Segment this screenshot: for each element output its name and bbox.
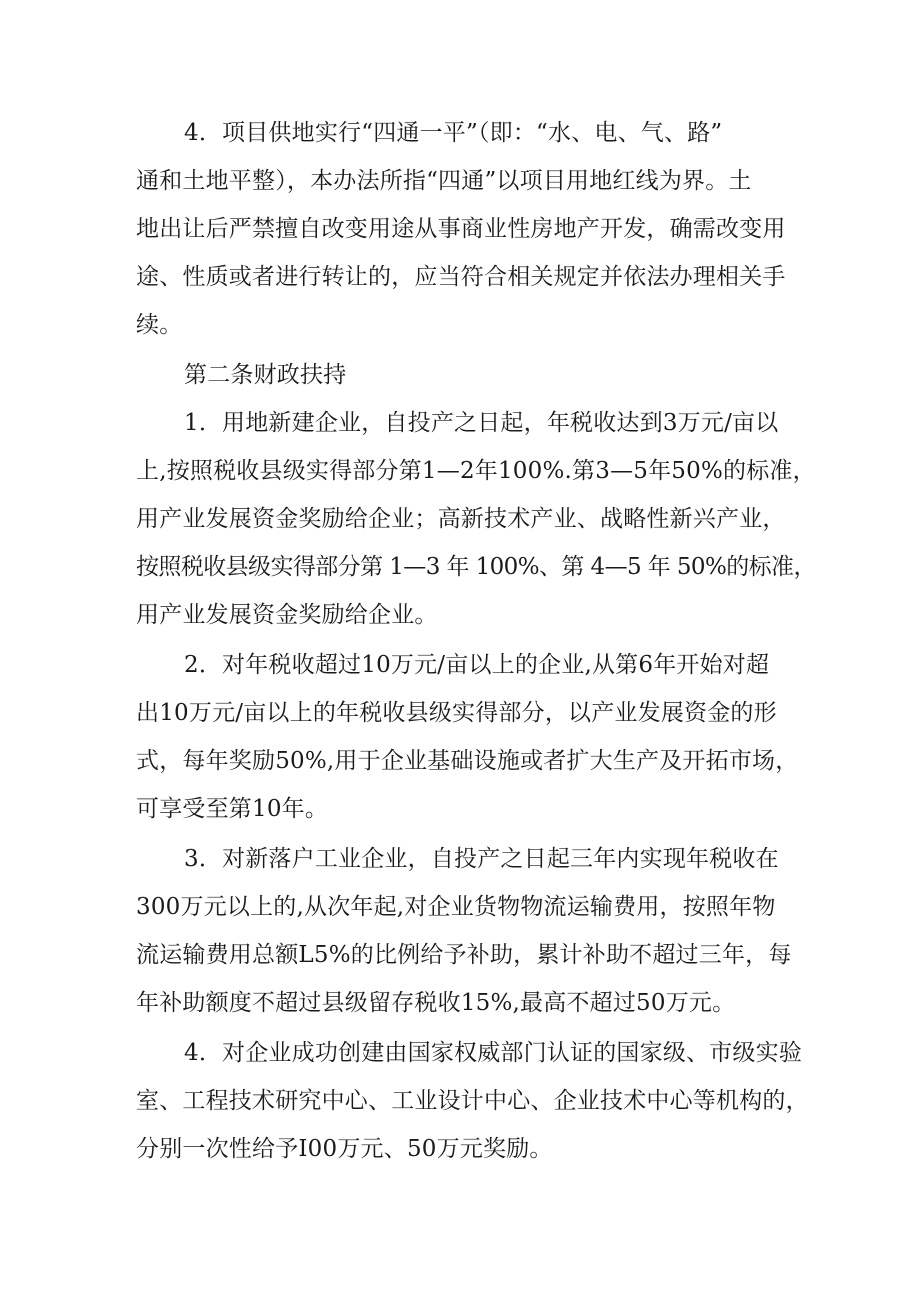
text-line: 式，每年奖励50%,用于企业基础设施或者扩大生产及开拓市场， (136, 748, 799, 774)
text-line: 年补助额度不超过县级留存税收15%,最高不超过50万元。 (136, 990, 736, 1016)
text-line: 按照税收县级实得部分第 1—3 年 100%、第 4—5 年 50%的标准， (136, 554, 816, 580)
section-heading: 第二条财政扶持 (184, 362, 347, 388)
text-line: 续。 (136, 312, 183, 338)
text-line: 上,按照税收县级实得部分第1—2年100%.第3—5年50%的标准， (136, 458, 816, 484)
text-line: 流运输费用总额L5%的比例给予补助，累计补助不超过三年，每 (136, 942, 792, 968)
text-line: 地出让后严禁擅自改变用途从事商业性房地产开发，确需改变用 (136, 216, 786, 242)
text-line: 4．对企业成功创建由国家权威部门认证的国家级、市级实验 (184, 1040, 803, 1066)
text-line: 2．对年税收超过10万元/亩以上的企业,从第6年开始对超 (184, 652, 770, 678)
text-line: 分别一次性给予I00万元、50万元奖励。 (136, 1136, 553, 1162)
text-line: 可享受至第10年。 (136, 796, 329, 822)
text-line: 用产业发展资金奖励给企业。 (136, 602, 438, 628)
text-line: 出10万元/亩以上的年税收县级实得部分，以产业发展资金的形 (136, 700, 777, 726)
text-line: 室、工程技术研究中心、工业设计中心、企业技术中心等机构的， (136, 1088, 809, 1114)
text-line: 1．用地新建企业，自投产之日起，年税收达到3万元/亩以 (184, 410, 779, 436)
text-line: 300万元以上的,从次年起,对企业货物物流运输费用，按照年物 (136, 894, 776, 920)
text-line: 3．对新落户工业企业，自投产之日起三年内实现年税收在 (184, 846, 779, 872)
text-line: 4．项目供地实行“四通一平”（即：“水、电、气、路” (184, 120, 723, 146)
text-line: 途、性质或者进行转让的，应当符合相关规定并依法办理相关手 (136, 264, 786, 290)
text-line: 通和土地平整），本办法所指“四通”以项目用地红线为界。土 (136, 168, 752, 194)
text-line: 用产业发展资金奖励给企业；高新技术产业、战略性新兴产业， (136, 506, 786, 532)
